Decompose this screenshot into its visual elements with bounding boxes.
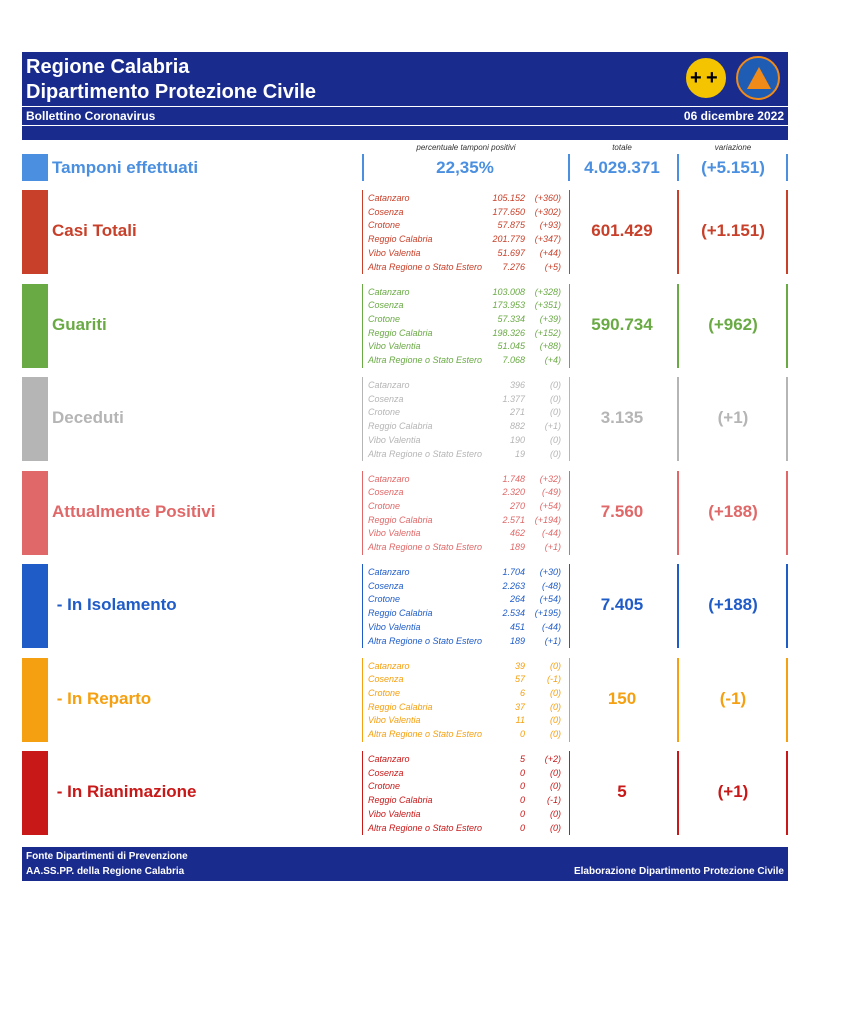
province-delta: (-44) xyxy=(541,528,561,539)
province-delta: (-1) xyxy=(547,674,561,685)
category-label: - In Rianimazione xyxy=(52,782,197,801)
province-breakdown xyxy=(362,190,570,274)
province-delta: (-1) xyxy=(547,795,561,806)
province-name: Catanzaro xyxy=(368,660,410,671)
province-name: Altra Regione o Stato Estero xyxy=(368,448,483,459)
province-delta: (+351) xyxy=(534,300,561,311)
province-delta: (+1) xyxy=(544,542,561,552)
province-value: 1.704 xyxy=(502,567,525,577)
header-banner xyxy=(22,52,788,140)
category-row xyxy=(22,658,788,742)
category-color-bar xyxy=(22,190,48,274)
province-breakdown xyxy=(362,658,570,742)
province-name: Vibo Valentia xyxy=(368,715,421,726)
category-total: 7.405 xyxy=(600,595,644,614)
province-value: 6 xyxy=(519,687,525,698)
province-value: 2.263 xyxy=(502,580,525,591)
province-name: Reggio Calabria xyxy=(368,795,433,806)
province-delta: (+152) xyxy=(534,327,561,338)
protezione-civile-logo xyxy=(736,56,780,100)
column-divider xyxy=(786,284,788,368)
category-row xyxy=(22,751,788,835)
province-value: 37 xyxy=(514,701,525,712)
province-name: Altra Regione o Stato Estero xyxy=(368,355,483,365)
category-color-bar xyxy=(22,377,48,461)
column-divider xyxy=(786,564,788,648)
province-value: 19 xyxy=(514,448,525,459)
header-title-department: Dipartimento Protezione Civile xyxy=(26,81,317,103)
category-label: - In Isolamento xyxy=(52,595,177,614)
province-delta: (+54) xyxy=(539,594,561,605)
tamponi-label: Tamponi effettuati xyxy=(52,158,199,177)
province-name: Cosenza xyxy=(368,767,404,778)
province-name: Crotone xyxy=(368,781,401,792)
category-color-bar xyxy=(22,284,48,368)
category-color-bar xyxy=(22,658,48,742)
province-value: 2.534 xyxy=(502,608,525,619)
province-value: 51.697 xyxy=(497,247,525,258)
category-label: Guariti xyxy=(52,314,107,334)
category-row xyxy=(22,471,788,555)
province-name: Vibo Valentia xyxy=(368,528,421,539)
category-variation: (+1) xyxy=(717,408,749,427)
tamponi-divider xyxy=(786,154,788,181)
tamponi-total: 4.029.371 xyxy=(584,158,660,177)
province-value: 0 xyxy=(519,822,525,833)
province-value: 198.326 xyxy=(492,327,525,338)
province-delta: (+328) xyxy=(534,286,561,297)
tamponi-variation: (+5.151) xyxy=(701,158,765,177)
province-breakdown xyxy=(362,471,570,555)
tamponi-color-bar xyxy=(22,154,48,181)
province-value: 0 xyxy=(519,729,525,739)
category-total: 590.734 xyxy=(591,314,653,334)
province-value: 270 xyxy=(509,500,525,511)
province-delta: (0) xyxy=(550,448,561,459)
province-name: Catanzaro xyxy=(368,193,410,203)
province-value: 105.152 xyxy=(492,193,525,203)
column-divider xyxy=(786,471,788,555)
province-delta: (+195) xyxy=(534,608,561,619)
category-total: 150 xyxy=(607,688,637,708)
column-divider xyxy=(786,751,788,835)
province-name: Crotone xyxy=(368,220,401,231)
tamponi-percent: 22,35% xyxy=(436,158,494,177)
province-name: Crotone xyxy=(368,687,401,698)
province-name: Crotone xyxy=(368,313,401,324)
province-delta: (+2) xyxy=(544,754,561,764)
province-delta: (+54) xyxy=(539,500,561,511)
province-delta: (-48) xyxy=(541,580,561,591)
province-value: 57 xyxy=(514,674,525,685)
category-color-bar xyxy=(22,471,48,555)
province-delta: (0) xyxy=(550,701,561,712)
header-divider-bottom xyxy=(22,125,788,126)
province-delta: (+194) xyxy=(534,514,561,525)
province-name: Catanzaro xyxy=(368,380,410,390)
province-value: 1.748 xyxy=(502,473,525,484)
province-name: Vibo Valentia xyxy=(368,341,421,352)
province-name: Altra Regione o Stato Estero xyxy=(368,635,483,646)
province-value: 11 xyxy=(515,715,525,726)
province-name: Cosenza xyxy=(368,393,404,404)
category-variation: (+188) xyxy=(708,595,758,614)
province-value: 0 xyxy=(519,767,525,778)
province-name: Reggio Calabria xyxy=(368,701,433,712)
province-delta: (0) xyxy=(550,767,561,778)
province-name: Reggio Calabria xyxy=(368,327,433,338)
province-value: 5 xyxy=(519,754,525,764)
province-value: 451 xyxy=(509,621,525,632)
province-delta: (0) xyxy=(550,808,561,819)
province-delta: (0) xyxy=(550,380,561,390)
province-value: 57.334 xyxy=(497,313,525,324)
category-color-bar xyxy=(22,564,48,648)
province-delta: (+302) xyxy=(534,206,561,217)
province-delta: (0) xyxy=(550,687,561,698)
category-variation: (+1) xyxy=(717,782,749,801)
column-divider xyxy=(786,377,788,461)
province-name: Catanzaro xyxy=(368,754,410,764)
province-delta: (0) xyxy=(550,729,561,739)
province-name: Catanzaro xyxy=(368,567,410,577)
footer-elaboration: Elaborazione Dipartimento Protezione Civile xyxy=(573,866,784,877)
province-name: Vibo Valentia xyxy=(368,808,421,819)
category-variation: (+188) xyxy=(708,501,758,521)
calabria-coat-of-arms-logo: + + xyxy=(684,56,728,100)
province-name: Crotone xyxy=(368,500,401,511)
province-value: 1.377 xyxy=(502,393,525,404)
province-delta: (+4) xyxy=(544,355,561,365)
province-name: Cosenza xyxy=(368,487,404,498)
province-name: Cosenza xyxy=(368,674,404,685)
province-value: 882 xyxy=(509,421,525,432)
category-label: Casi Totali xyxy=(52,221,137,240)
header-subtitle: Bollettino Coronavirus xyxy=(26,109,156,123)
province-delta: (0) xyxy=(550,715,561,726)
province-name: Reggio Calabria xyxy=(368,234,433,245)
category-row xyxy=(22,564,788,648)
province-breakdown xyxy=(362,751,570,835)
province-value: 189 xyxy=(509,635,525,646)
province-delta: (+5) xyxy=(544,261,561,272)
province-value: 189 xyxy=(509,542,525,552)
province-name: Altra Regione o Stato Estero xyxy=(368,261,483,272)
province-delta: (-49) xyxy=(541,487,561,498)
province-name: Reggio Calabria xyxy=(368,608,433,619)
province-delta: (0) xyxy=(550,781,561,792)
province-delta: (+93) xyxy=(539,220,561,231)
tamponi-row xyxy=(22,154,788,181)
province-delta: (0) xyxy=(550,434,561,445)
category-row xyxy=(22,284,788,368)
category-variation: (+962) xyxy=(708,314,758,334)
province-value: 57.875 xyxy=(497,220,525,231)
province-delta: (+32) xyxy=(539,473,561,484)
category-total: 601.429 xyxy=(591,221,653,240)
province-value: 7.068 xyxy=(502,355,525,365)
footer-banner xyxy=(22,847,788,881)
footer-source-line1: Fonte Dipartimenti di Prevenzione xyxy=(26,851,188,862)
province-delta: (+360) xyxy=(534,193,561,203)
province-value: 201.779 xyxy=(492,234,525,245)
province-name: Vibo Valentia xyxy=(368,621,421,632)
category-row xyxy=(22,190,788,274)
province-value: 0 xyxy=(519,795,525,806)
province-name: Vibo Valentia xyxy=(368,247,421,258)
province-name: Altra Regione o Stato Estero xyxy=(368,542,483,552)
province-value: 0 xyxy=(519,781,525,792)
header-title-region: Regione Calabria xyxy=(26,56,190,78)
province-value: 51.045 xyxy=(497,341,525,352)
province-delta: (+1) xyxy=(544,635,561,646)
category-total: 3.135 xyxy=(600,408,644,427)
province-breakdown xyxy=(362,564,570,648)
province-delta: (+88) xyxy=(539,341,561,352)
province-breakdown xyxy=(362,377,570,461)
column-divider xyxy=(786,190,788,274)
province-name: Cosenza xyxy=(368,206,404,217)
province-delta: (0) xyxy=(550,822,561,833)
province-name: Cosenza xyxy=(368,300,404,311)
province-value: 462 xyxy=(509,528,525,539)
province-value: 173.953 xyxy=(492,300,525,311)
province-delta: (-44) xyxy=(541,621,561,632)
province-delta: (+1) xyxy=(544,421,561,432)
province-value: 396 xyxy=(509,380,525,390)
category-total: 5 xyxy=(617,782,627,801)
province-value: 7.276 xyxy=(502,261,525,272)
category-color-bar xyxy=(22,751,48,835)
province-delta: (0) xyxy=(550,407,561,418)
province-value: 271 xyxy=(509,407,525,418)
province-name: Vibo Valentia xyxy=(368,434,421,445)
province-value: 0 xyxy=(519,808,525,819)
province-delta: (+30) xyxy=(539,567,561,577)
category-label: Attualmente Positivi xyxy=(52,501,216,521)
province-name: Reggio Calabria xyxy=(368,514,433,525)
province-name: Altra Regione o Stato Estero xyxy=(368,822,483,833)
province-name: Reggio Calabria xyxy=(368,421,433,432)
province-value: 2.571 xyxy=(502,514,525,525)
header-divider xyxy=(22,106,788,107)
category-row xyxy=(22,377,788,461)
column-header-percent: percentuale tamponi positivi xyxy=(416,143,516,152)
category-total: 7.560 xyxy=(600,501,644,521)
province-name: Catanzaro xyxy=(368,473,410,484)
header-date: 06 dicembre 2022 xyxy=(683,109,784,123)
category-variation: (-1) xyxy=(719,688,747,708)
footer-source-line2: AA.SS.PP. della Regione Calabria xyxy=(26,866,185,877)
province-delta: (0) xyxy=(550,660,561,671)
province-delta: (+44) xyxy=(539,247,561,258)
province-name: Cosenza xyxy=(368,580,404,591)
column-divider xyxy=(786,658,788,742)
province-value: 190 xyxy=(509,434,525,445)
province-delta: (+347) xyxy=(534,234,561,245)
province-name: Crotone xyxy=(368,594,401,605)
category-variation: (+1.151) xyxy=(701,221,765,240)
province-breakdown xyxy=(362,284,570,368)
province-value: 177.650 xyxy=(492,206,525,217)
province-delta: (+39) xyxy=(539,313,561,324)
province-value: 39 xyxy=(514,660,525,671)
column-header-total: totale xyxy=(612,143,632,152)
category-label: Deceduti xyxy=(52,408,124,427)
province-name: Altra Regione o Stato Estero xyxy=(368,729,483,739)
category-label: - In Reparto xyxy=(52,688,152,708)
province-name: Crotone xyxy=(368,407,401,418)
province-value: 2.320 xyxy=(502,487,525,498)
column-header-variation: variazione xyxy=(714,143,752,152)
province-value: 264 xyxy=(509,594,525,605)
province-delta: (0) xyxy=(550,393,561,404)
province-name: Catanzaro xyxy=(368,286,410,297)
province-value: 103.008 xyxy=(492,286,525,297)
